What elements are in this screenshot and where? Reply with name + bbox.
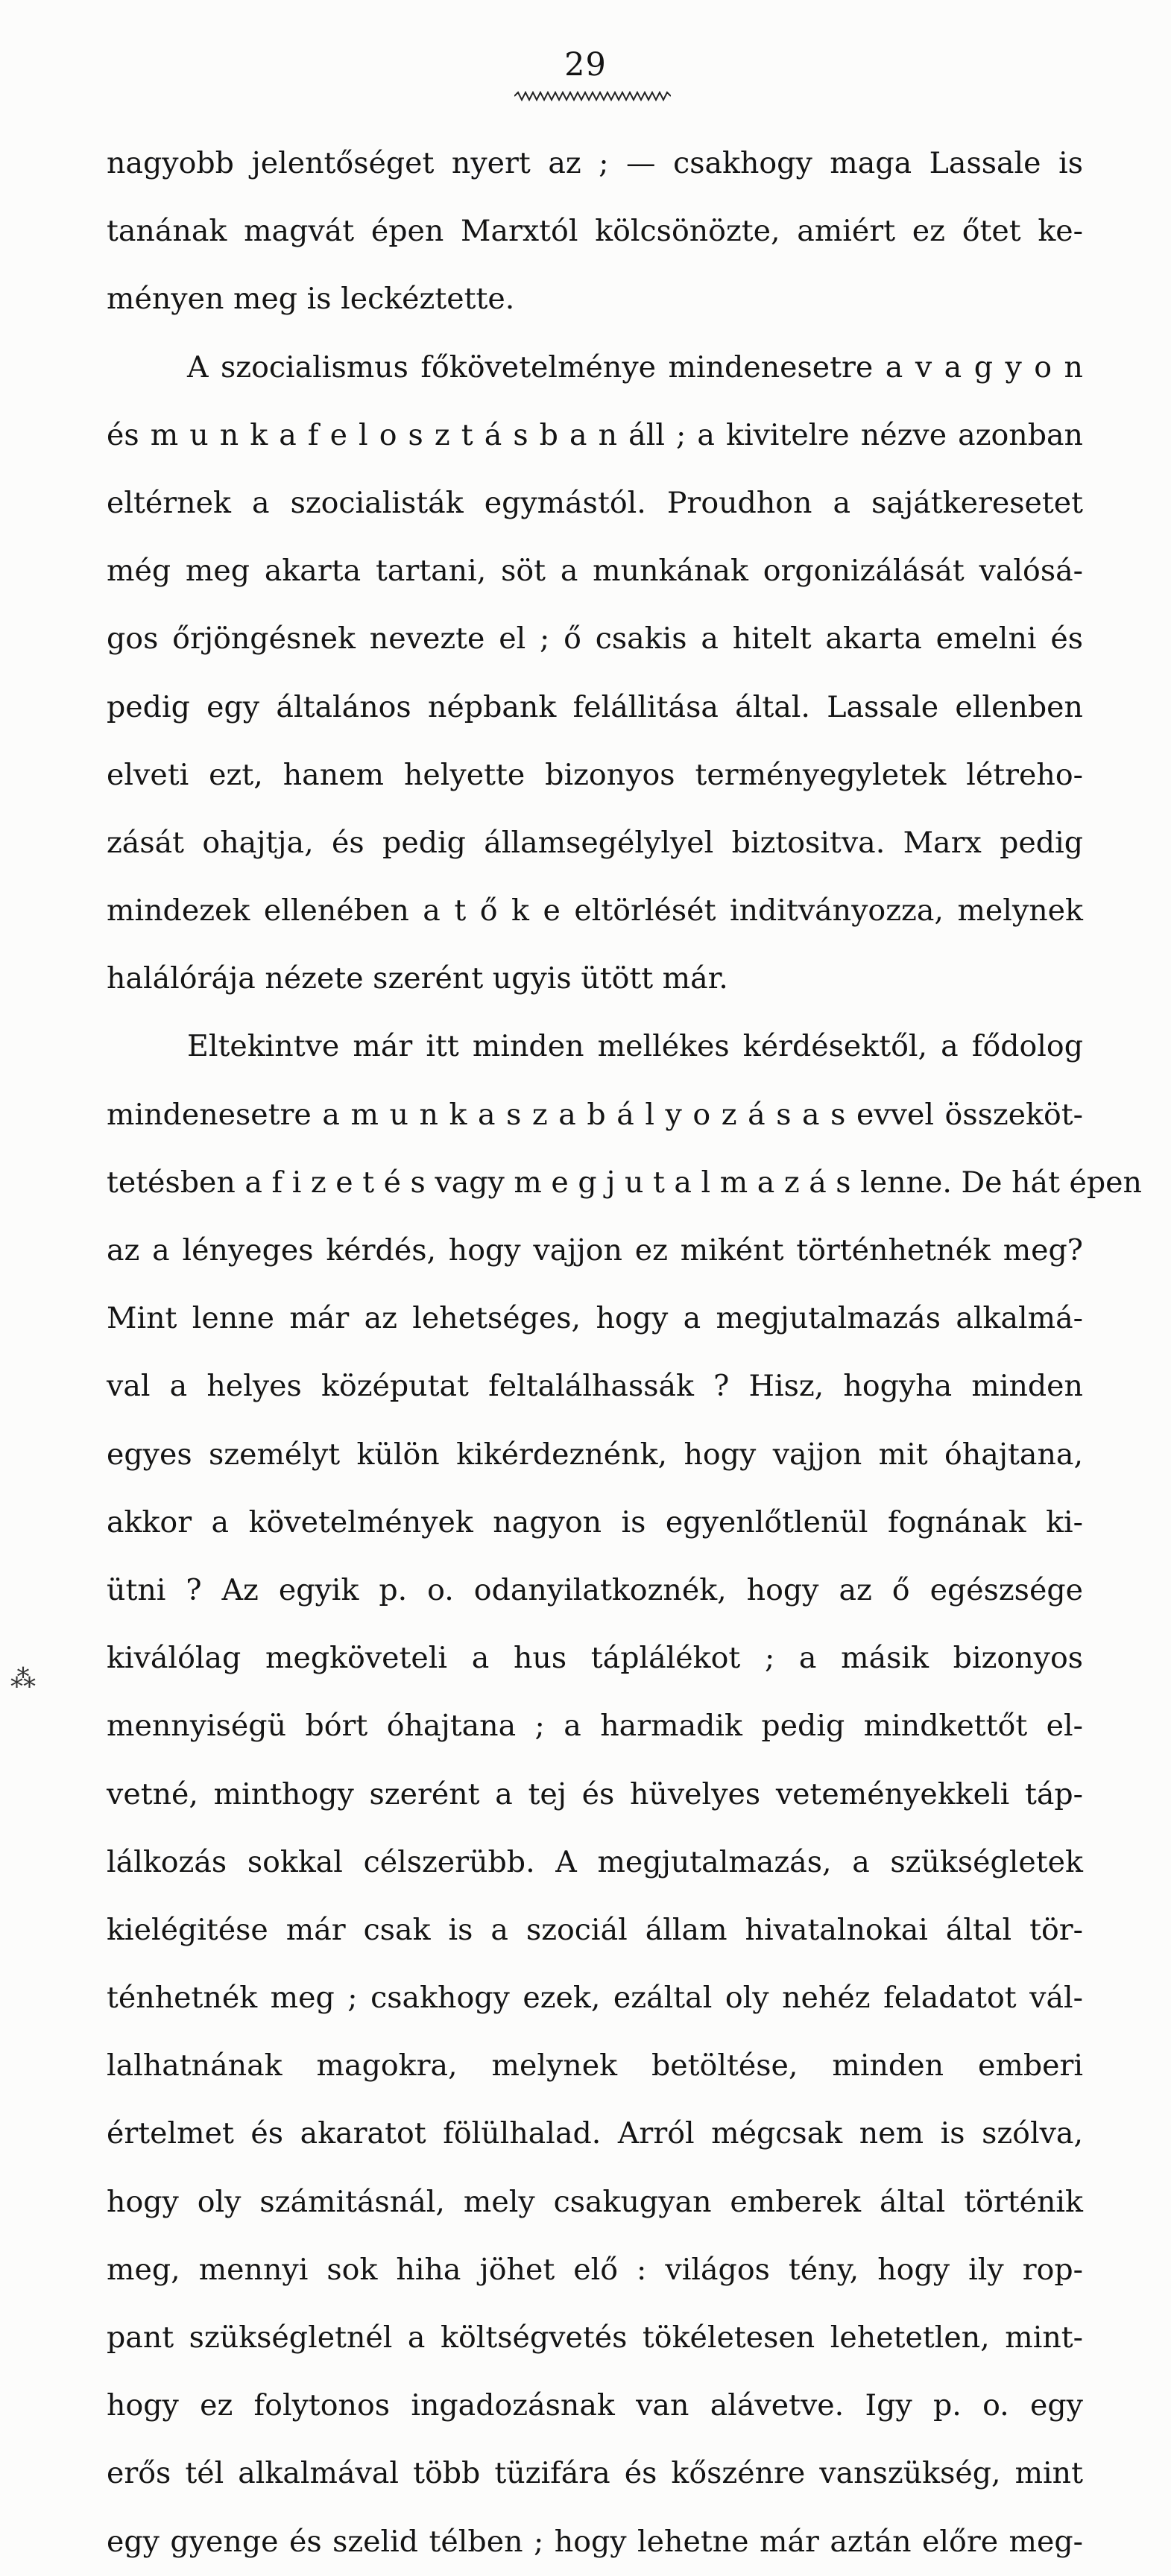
text-line: hogy oly számitásnál, mely csakugyan emberek által történik	[107, 2184, 1083, 2219]
text-line: halálórája nézete szerént ugyis ütött már.	[107, 961, 728, 996]
text-line: kiválólag megköveteli a hus táplálékot ; a másik bizonyos	[107, 1641, 1083, 1676]
text-line: A szocialismus főkövetelménye mindenesetre a v a g y o n	[187, 349, 1083, 384]
text-line: hogy ez folytonos ingadozásnak van alávetve. Igy p. o. egy	[107, 2388, 1083, 2423]
text-line: Eltekintve már itt minden mellékes kérdésektől, a fődolog	[187, 1029, 1083, 1064]
body-text	[107, 130, 1142, 2576]
text-line: pedig egy általános népbank felállitása által. Lassale ellenben	[107, 689, 1083, 724]
text-line: erős tél alkalmával több tüzifára és kőszénre vanszükség, mint	[107, 2456, 1083, 2491]
text-line: nagyobb jelentőséget nyert az ; — csakhogy maga Lassale is	[107, 146, 1083, 180]
text-line: mindenesetre a m u n k a s z a b á l y o z á s a s evvel összeköt-	[107, 1097, 1083, 1132]
text-line: tanának magvát épen Marxtól kölcsönözte, amiért ez őtet ke-	[107, 214, 1083, 249]
text-line: ténhetnék meg ; csakhogy ezek, ezáltal oly nehéz feladatot vál-	[107, 1981, 1083, 2016]
text-line: val a helyes középutat feltalálhassák ? Hisz, hogyha minden	[107, 1369, 1083, 1404]
text-line: kielégitése már csak is a szociál állam hivatalnokai által tör-	[107, 1912, 1083, 1947]
text-line: értelmet és akaratot fölülhalad. Arról mégcsak nem is szólva,	[107, 2116, 1083, 2151]
text-line: elveti ezt, hanem helyette bizonyos terményegyletek létreho-	[107, 757, 1083, 792]
text-line: és m u n k a f e l o s z t á s b a n áll ; a kivitelre nézve azonban	[107, 417, 1083, 452]
text-line: még meg akarta tartani, söt a munkának orgonizálását valósá-	[107, 554, 1083, 589]
page-number-ornament	[514, 91, 671, 101]
text-line: egyes személyt külön kikérdeznénk, hogy vajjon mit óhajtana,	[107, 1437, 1083, 1472]
text-line: zását ohajtja, és pedig államsegélylyel biztositva. Marx pedig	[107, 825, 1083, 860]
text-line: ütni ? Az egyik p. o. odanyilatkoznék, hogy az ő egészsége	[107, 1572, 1083, 1607]
text-line: vetné, minthogy szerént a tej és hüvelyes veteményekkeli táp-	[107, 1776, 1083, 1811]
text-line: ményen meg is leckéztette.	[107, 282, 515, 317]
text-line: gos őrjöngésnek nevezte el ; ő csakis a hitelt akarta emelni és	[107, 621, 1083, 656]
text-line: mennyiségü bórt óhajtana ; a harmadik pedig mindkettőt el-	[107, 1709, 1083, 1744]
text-line: Mint lenne már az lehetséges, hogy a megjutalmazás alkalmá-	[107, 1301, 1083, 1336]
text-line: tetésben a f i z e t é s vagy m e g j u t a l m a z á s lenne. De hát épen	[107, 1165, 1142, 1200]
text-line: akkor a követelmények nagyon is egyenlőtlenül fognának ki-	[107, 1504, 1083, 1539]
text-line: mindezek ellenében a t ő k e eltörlését inditványozza, melynek	[107, 893, 1083, 928]
margin-mark: ⁂	[10, 1664, 36, 1694]
text-line: meg, mennyi sok hiha jöhet elő : világos tény, hogy ily rop-	[107, 2252, 1083, 2287]
text-line: egy gyenge és szelid télben ; hogy lehetne már aztán előre meg-	[107, 2524, 1083, 2559]
page-number: 29	[564, 46, 607, 83]
text-line: lálkozás sokkal célszerübb. A megjutalmazás, a szükségletek	[107, 1844, 1083, 1879]
text-line: lalhatnának magokra, melynek betöltése, minden emberi	[107, 2048, 1083, 2083]
text-line: eltérnek a szocialisták egymástól. Proudhon a sajátkeresetet	[107, 485, 1083, 520]
text-line: pant szükségletnél a költségvetés tökéletesen lehetetlen, mint-	[107, 2320, 1083, 2355]
text-line: az a lényeges kérdés, hogy vajjon ez miként történhetnék meg?	[107, 1233, 1083, 1268]
